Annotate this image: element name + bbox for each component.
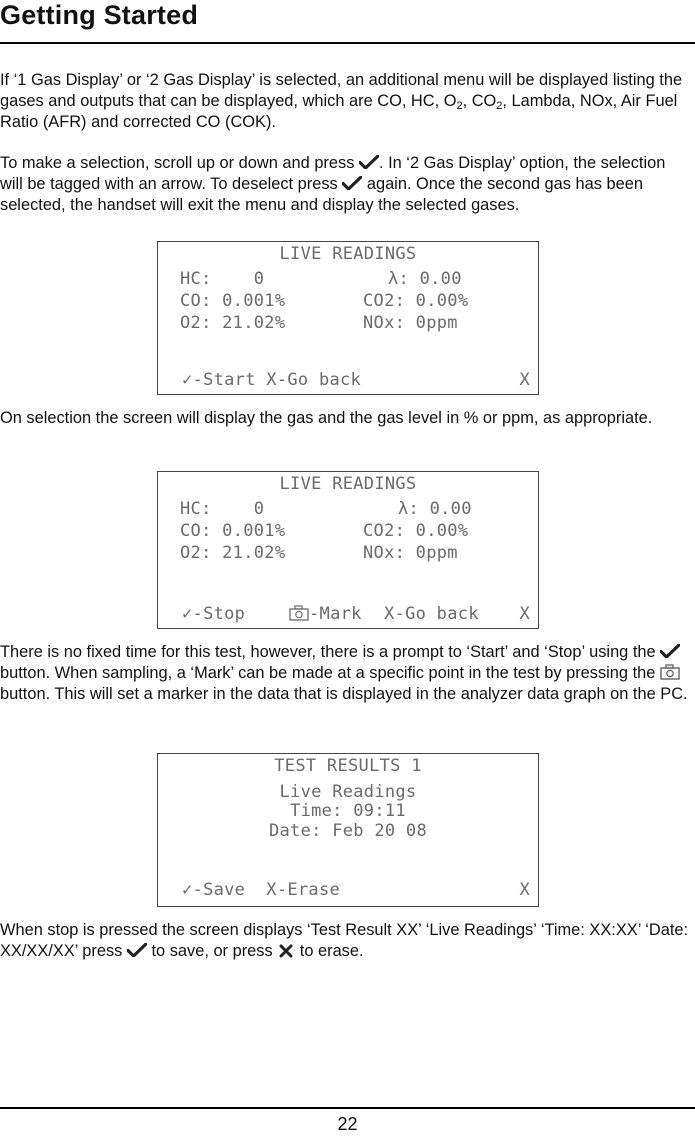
reading-co: CO: 0.001% (180, 521, 286, 541)
screen-x-key: X (519, 880, 530, 900)
reading-hc: HC: 0 (180, 269, 265, 289)
screen-x-key: X (519, 604, 530, 624)
p5-text-a: When stop is pressed the screen displays ‘Test Result XX’ ‘Live Readings’ ‘Time: XX:XX’ ‘Date: XX/XX/XX’ press (0, 921, 689, 960)
softkey-back-label: X-Go back (384, 604, 479, 624)
reading-o2: O2: 21.02% (180, 543, 286, 563)
cross-icon (277, 944, 295, 958)
p5-text-c: to erase. (295, 942, 364, 960)
p1-sub-2: 2 (496, 100, 503, 112)
screen-x-key: X (519, 370, 530, 390)
lcd-screen-live-readings-stop (157, 471, 539, 629)
reading-lambda: λ: 0.00 (388, 269, 462, 289)
p1-text-a: If ‘1 Gas Display’ or ‘2 Gas Display’ is selected, an additional menu will be displayed listing the gases and outputs that can be displayed, which are CO, HC, O (0, 71, 683, 110)
softkey-mark-label: -Mark (309, 604, 362, 624)
reading-hc: HC: 0 (180, 499, 265, 519)
reading-nox: NOx: 0ppm (363, 543, 458, 563)
paragraph-gas-level: On selection the screen will display the gas and the gas level in % or ppm, as appropriate. (0, 409, 653, 427)
results-source: Live Readings (279, 782, 417, 802)
page-number: 22 (337, 1114, 358, 1134)
page-title: Getting Started (0, 0, 199, 30)
paragraph-start-stop (0, 642, 692, 705)
p5-text-b: to save, or press (146, 942, 273, 960)
reading-co: CO: 0.001% (180, 291, 286, 311)
reading-co2: CO2: 0.00% (363, 521, 469, 541)
screen-title: LIVE READINGS (279, 474, 417, 494)
check-icon (359, 155, 379, 169)
screen-title: TEST RESULTS 1 (274, 756, 422, 776)
p1-text-c: , Lambda, NOx, Air Fuel Ratio (AFR) and corrected CO (COK). (0, 92, 678, 131)
reading-nox: NOx: 0ppm (363, 313, 458, 333)
p1-sub-1: 2 (456, 100, 463, 112)
check-icon (127, 943, 147, 957)
p1-text-b: , CO (462, 92, 497, 110)
p2-text-b: . In ‘2 Gas Display’ option, the selection will be tagged with an arrow. To deselect press (0, 154, 666, 193)
screen-softkey-labels: ✓-Start X-Go back (182, 370, 362, 390)
results-time: Time: 09:11 (290, 801, 406, 821)
screen-softkey-labels: ✓-Save X-Erase (182, 880, 341, 900)
check-icon (342, 176, 362, 190)
reading-lambda: λ: 0.00 (398, 499, 472, 519)
camera-icon (289, 605, 309, 621)
reading-co2: CO2: 0.00% (363, 291, 469, 311)
p2-text-a: To make a selection, scroll up or down and press (0, 154, 355, 172)
paragraph-selection (0, 153, 692, 216)
paragraph-gas-display (0, 70, 692, 133)
page-header (0, 0, 695, 44)
p4-text-c: button. This will set a marker in the data that is displayed in the analyzer data graph on the PC. (0, 685, 688, 703)
p4-text-a: There is no fixed time for this test, however, there is a prompt to ‘Start’ and ‘Stop’ using the (0, 643, 656, 661)
results-date: Date: Feb 20 08 (268, 821, 428, 841)
camera-icon (660, 664, 680, 680)
p4-text-b: button. When sampling, a ‘Mark’ can be made at a specific point in the test by pressing the (0, 664, 656, 682)
footer-rule (0, 1107, 695, 1109)
p2-text-c: again. Once the second gas has been selected, the handset will exit the menu and display the selected gases. (0, 175, 643, 214)
reading-o2: O2: 21.02% (180, 313, 286, 333)
paragraph-save-erase (0, 920, 692, 962)
lcd-screen-live-readings-start (157, 241, 539, 395)
check-icon (660, 644, 680, 658)
lcd-screen-test-results (157, 753, 539, 907)
softkey-stop-label: ✓-Stop (182, 604, 246, 624)
screen-title: LIVE READINGS (279, 244, 417, 264)
